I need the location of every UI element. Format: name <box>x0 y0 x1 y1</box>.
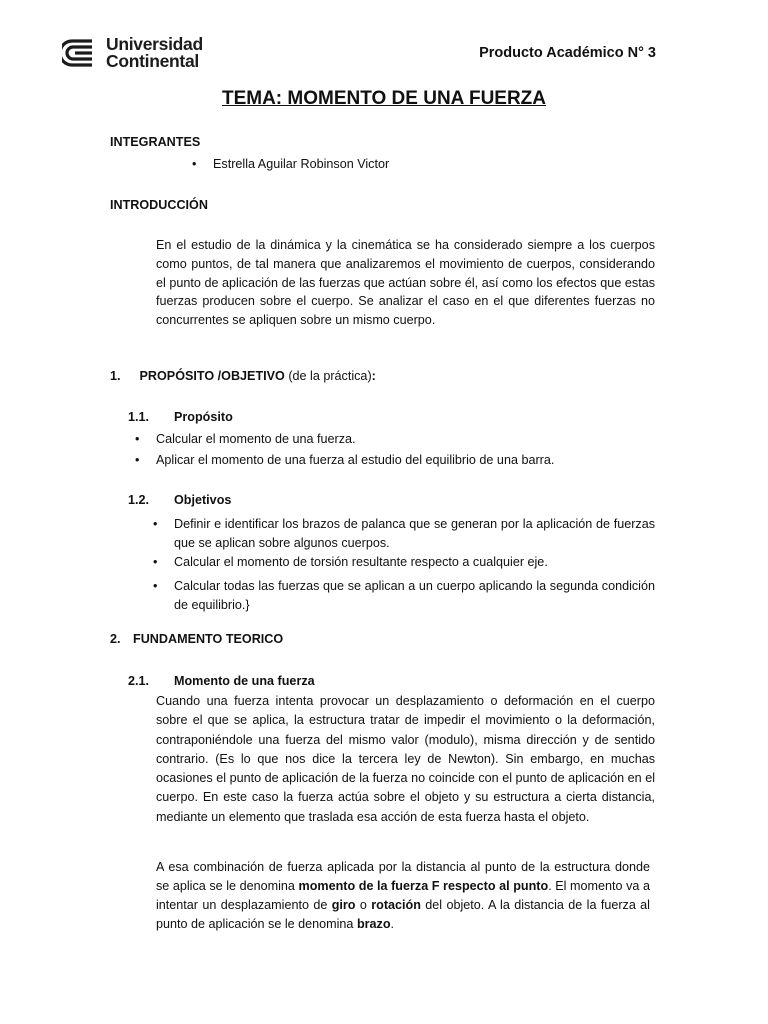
p2-text-g: del objeto. A la distancia de la fuerza al punto de aplicación se le denomina <box>156 898 650 931</box>
subsection-1-1-title: Propósito <box>174 410 233 424</box>
p2-term-brazo: brazo <box>356 917 391 931</box>
subsection-1-2-title: Objetivos <box>174 493 232 507</box>
university-logo <box>62 36 203 70</box>
subsection-1-2-number: 1.2. <box>128 493 150 507</box>
subsection-2-1-title: Momento de una fuerza <box>174 674 315 688</box>
logo-text <box>106 36 203 70</box>
p2-text-i: . <box>390 917 395 931</box>
momento-paragraph-2 <box>156 858 650 934</box>
proposito-item: • Aplicar el momento de una fuerza al estudio del equilibrio de una barra. <box>156 453 554 467</box>
section-2-number: 2. <box>110 632 121 646</box>
momento-paragraph-1: Cuando una fuerza intenta provocar un desplazamiento o deformación en el cuerpo sobre el que se aplica, la estructura tratar de impedir el movimiento o la deformación, contraponiéndole una fuerza del mismo valor (modulo), misma dirección y de sentido contrario. (Es lo que nos dice la tercera ley de Newton). Sin embargo, en muchas ocasiones el punto de aplicación de la fuerza no coincide con el punto de aplicación en el cuerpo. En este caso la fuerza actúa sobre el objeto y su estructura a cierta distancia, mediante un elemento que traslada esa acción de esta fuerza hasta el objeto. <box>156 694 655 824</box>
product-label: Producto Académico N° 3 <box>479 45 656 61</box>
p2-text-e: o <box>355 898 372 912</box>
page-title: TEMA: MOMENTO DE UNA FUERZA <box>221 88 547 109</box>
p2-term-rotacion: rotación <box>371 898 421 912</box>
section-1-heading <box>110 369 376 383</box>
p2-term-momento: momento de la fuerza F respecto al punto <box>298 879 549 893</box>
section-1-title: PROPÓSITO /OBJETIVO <box>139 369 285 383</box>
logo-line-2: Continental <box>106 51 199 71</box>
objetivo-item: • Calcular todas las fuerzas que se aplican a un cuerpo aplicando la segunda condición de equilibrio.} <box>174 577 655 615</box>
objetivo-item: • Calcular el momento de torsión resultante respecto a cualquier eje. <box>174 555 548 569</box>
objetivo-item: • Definir e identificar los brazos de palanca que se generan por la aplicación de fuerzas que se aplican sobre algunos cuerpos. <box>174 515 655 553</box>
section-1-number: 1. <box>110 369 121 383</box>
p2-text-c: . El momento va a intentar un desplazamiento de <box>156 879 650 912</box>
p2-text-a: A esa combinación de fuerza aplicada por la distancia al punto de la estructura donde se aplica se le denomina <box>156 860 650 893</box>
introduccion-paragraph: En el estudio de la dinámica y la cinemática se ha considerado siempre a los cuerpos como puntos, de tal manera que analizaremos el movimiento de cuerpos, considerando el punto de aplicación de las fuerzas que actúan sobre él, así como los efectos que estas fuerzas producen sobre el cuerpo. Se analizar el caso en el que diferentes fuerzas no concurrentes se apliquen sobre un mismo cuerpo. <box>156 238 655 328</box>
section-1-title-note: (de la práctica) <box>284 369 372 383</box>
subsection-1-1-number: 1.1. <box>128 410 150 424</box>
subsection-2-1-number: 2.1. <box>128 674 150 688</box>
member-item: • Estrella Aguilar Robinson Victor <box>213 157 389 171</box>
section-2-title: FUNDAMENTO TEORICO <box>133 632 284 646</box>
proposito-item: • Calcular el momento de una fuerza. <box>156 432 356 446</box>
section-1-colon: : <box>371 369 376 383</box>
logo-mark-icon <box>62 38 100 68</box>
logo-line-1: Universidad <box>106 34 203 54</box>
p2-term-giro: giro <box>331 898 356 912</box>
introduccion-heading: INTRODUCCIÓN <box>110 198 208 212</box>
integrantes-heading: INTEGRANTES <box>110 135 201 149</box>
